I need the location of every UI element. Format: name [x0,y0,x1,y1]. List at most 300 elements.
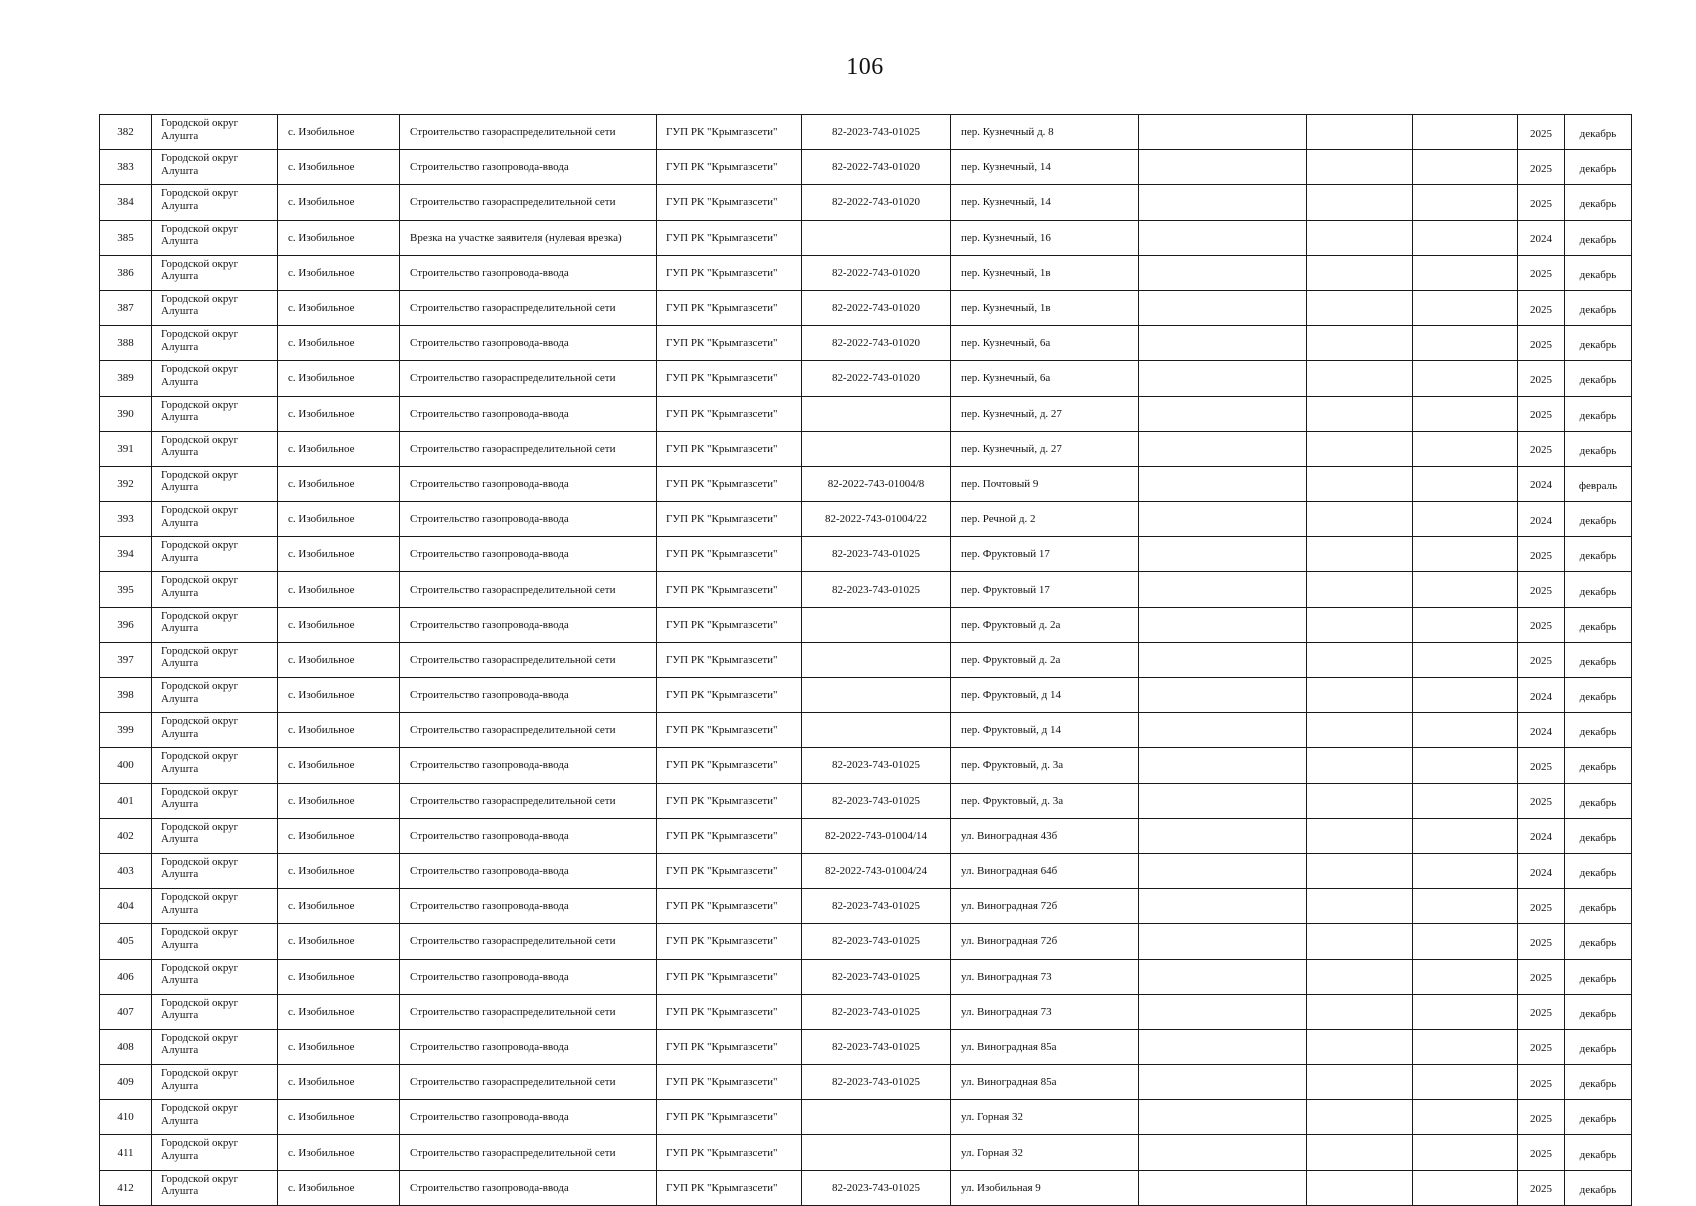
row-number-cell: 389 [100,361,152,396]
work-type-cell: Врезка на участке заявителя (нулевая врезка) [400,220,657,255]
contract-number-cell: 82-2022-743-01004/24 [802,853,951,888]
row-number-cell: 390 [100,396,152,431]
district-cell: Городской округ Алушта [152,1065,278,1100]
empty-cell [1139,572,1307,607]
organization-cell: ГУП РК "Крымгазсети" [657,1065,802,1100]
empty-cell [1307,220,1413,255]
village-cell: с. Изобильное [278,1065,400,1100]
empty-cell [1413,994,1518,1029]
address-cell: ул. Изобильная 9 [951,1170,1139,1205]
year-cell: 2025 [1518,1029,1565,1064]
work-type-cell: Строительство газораспределительной сети [400,924,657,959]
table-row [100,466,1632,501]
empty-cell [1307,466,1413,501]
organization-cell: ГУП РК "Крымгазсети" [657,889,802,924]
village-cell: с. Изобильное [278,150,400,185]
empty-cell [1139,290,1307,325]
year-cell: 2025 [1518,537,1565,572]
contract-number-cell [802,642,951,677]
empty-cell [1413,1100,1518,1135]
village-cell: с. Изобильное [278,326,400,361]
registry-body [100,115,1632,1206]
year-cell: 2024 [1518,466,1565,501]
address-cell: пер. Кузнечный, 1в [951,255,1139,290]
table-row [100,994,1632,1029]
district-cell: Городской округ Алушта [152,889,278,924]
month-cell: декабрь [1565,1029,1632,1064]
district-cell: Городской округ Алушта [152,185,278,220]
empty-cell [1307,572,1413,607]
year-cell: 2024 [1518,853,1565,888]
table-row [100,290,1632,325]
table-row [100,220,1632,255]
table-row [100,959,1632,994]
empty-cell [1413,326,1518,361]
year-cell: 2024 [1518,713,1565,748]
empty-cell [1307,361,1413,396]
organization-cell: ГУП РК "Крымгазсети" [657,853,802,888]
year-cell: 2025 [1518,431,1565,466]
organization-cell: ГУП РК "Крымгазсети" [657,537,802,572]
organization-cell: ГУП РК "Крымгазсети" [657,220,802,255]
table-row [100,326,1632,361]
work-type-cell: Строительство газопровода-ввода [400,818,657,853]
empty-cell [1307,818,1413,853]
row-number-cell: 385 [100,220,152,255]
empty-cell [1139,748,1307,783]
empty-cell [1307,431,1413,466]
address-cell: пер. Кузнечный, 1в [951,290,1139,325]
table-row [100,783,1632,818]
empty-cell [1413,361,1518,396]
organization-cell: ГУП РК "Крымгазсети" [657,783,802,818]
address-cell: пер. Кузнечный д. 8 [951,115,1139,150]
empty-cell [1139,1065,1307,1100]
table-row [100,1135,1632,1170]
work-type-cell: Строительство газопровода-ввода [400,502,657,537]
contract-number-cell: 82-2023-743-01025 [802,783,951,818]
table-row [100,642,1632,677]
work-type-cell: Строительство газопровода-ввода [400,959,657,994]
empty-cell [1413,255,1518,290]
organization-cell: ГУП РК "Крымгазсети" [657,396,802,431]
empty-cell [1413,853,1518,888]
empty-cell [1139,994,1307,1029]
month-cell: декабрь [1565,572,1632,607]
address-cell: пер. Кузнечный, 14 [951,150,1139,185]
village-cell: с. Изобильное [278,1170,400,1205]
address-cell: пер. Фруктовый, д. 3а [951,748,1139,783]
row-number-cell: 391 [100,431,152,466]
empty-cell [1139,713,1307,748]
year-cell: 2024 [1518,220,1565,255]
work-type-cell: Строительство газопровода-ввода [400,678,657,713]
work-type-cell: Строительство газораспределительной сети [400,115,657,150]
address-cell: пер. Кузнечный, 6а [951,361,1139,396]
district-cell: Городской округ Алушта [152,642,278,677]
month-cell: февраль [1565,466,1632,501]
empty-cell [1307,150,1413,185]
empty-cell [1413,1029,1518,1064]
month-cell: декабрь [1565,326,1632,361]
address-cell: пер. Речной д. 2 [951,502,1139,537]
empty-cell [1139,255,1307,290]
empty-cell [1307,1029,1413,1064]
table-row [100,361,1632,396]
organization-cell: ГУП РК "Крымгазсети" [657,115,802,150]
district-cell: Городской округ Алушта [152,431,278,466]
row-number-cell: 400 [100,748,152,783]
district-cell: Городской округ Алушта [152,290,278,325]
row-number-cell: 386 [100,255,152,290]
district-cell: Городской округ Алушта [152,853,278,888]
contract-number-cell: 82-2023-743-01025 [802,994,951,1029]
empty-cell [1139,1029,1307,1064]
empty-cell [1413,396,1518,431]
empty-cell [1307,748,1413,783]
table-row [100,537,1632,572]
empty-cell [1307,396,1413,431]
district-cell: Городской округ Алушта [152,255,278,290]
village-cell: с. Изобильное [278,607,400,642]
address-cell: ул. Виноградная 72б [951,889,1139,924]
work-type-cell: Строительство газораспределительной сети [400,572,657,607]
year-cell: 2025 [1518,607,1565,642]
work-type-cell: Строительство газопровода-ввода [400,1170,657,1205]
month-cell: декабрь [1565,994,1632,1029]
table-row [100,607,1632,642]
empty-cell [1307,924,1413,959]
district-cell: Городской округ Алушта [152,1029,278,1064]
table-row [100,748,1632,783]
contract-number-cell: 82-2022-743-01020 [802,150,951,185]
organization-cell: ГУП РК "Крымгазсети" [657,185,802,220]
empty-cell [1307,290,1413,325]
row-number-cell: 395 [100,572,152,607]
row-number-cell: 404 [100,889,152,924]
organization-cell: ГУП РК "Крымгазсети" [657,1135,802,1170]
district-cell: Городской округ Алушта [152,150,278,185]
work-type-cell: Строительство газораспределительной сети [400,783,657,818]
contract-number-cell: 82-2022-743-01004/22 [802,502,951,537]
village-cell: с. Изобильное [278,255,400,290]
address-cell: пер. Кузнечный, д. 27 [951,431,1139,466]
year-cell: 2025 [1518,290,1565,325]
row-number-cell: 405 [100,924,152,959]
contract-number-cell: 82-2023-743-01025 [802,572,951,607]
work-type-cell: Строительство газопровода-ввода [400,466,657,501]
month-cell: декабрь [1565,924,1632,959]
empty-cell [1413,783,1518,818]
address-cell: ул. Виноградная 73 [951,994,1139,1029]
address-cell: ул. Горная 32 [951,1100,1139,1135]
empty-cell [1139,607,1307,642]
village-cell: с. Изобильное [278,924,400,959]
organization-cell: ГУП РК "Крымгазсети" [657,326,802,361]
month-cell: декабрь [1565,220,1632,255]
village-cell: с. Изобильное [278,466,400,501]
month-cell: декабрь [1565,1170,1632,1205]
address-cell: ул. Виноградная 43б [951,818,1139,853]
address-cell: пер. Кузнечный, 6а [951,326,1139,361]
year-cell: 2025 [1518,115,1565,150]
table-row [100,924,1632,959]
village-cell: с. Изобильное [278,1029,400,1064]
empty-cell [1139,396,1307,431]
work-type-cell: Строительство газопровода-ввода [400,396,657,431]
month-cell: декабрь [1565,889,1632,924]
village-cell: с. Изобильное [278,361,400,396]
empty-cell [1139,502,1307,537]
month-cell: декабрь [1565,361,1632,396]
row-number-cell: 403 [100,853,152,888]
row-number-cell: 409 [100,1065,152,1100]
contract-number-cell: 82-2022-743-01004/8 [802,466,951,501]
row-number-cell: 383 [100,150,152,185]
address-cell: пер. Фруктовый д. 2а [951,642,1139,677]
empty-cell [1139,150,1307,185]
month-cell: декабрь [1565,185,1632,220]
row-number-cell: 410 [100,1100,152,1135]
empty-cell [1139,1135,1307,1170]
district-cell: Городской округ Алушта [152,361,278,396]
contract-number-cell [802,607,951,642]
month-cell: декабрь [1565,1100,1632,1135]
contract-number-cell: 82-2023-743-01025 [802,1029,951,1064]
year-cell: 2025 [1518,326,1565,361]
work-type-cell: Строительство газораспределительной сети [400,1065,657,1100]
empty-cell [1413,115,1518,150]
village-cell: с. Изобильное [278,431,400,466]
village-cell: с. Изобильное [278,748,400,783]
address-cell: пер. Фруктовый 17 [951,572,1139,607]
work-type-cell: Строительство газораспределительной сети [400,642,657,677]
month-cell: декабрь [1565,748,1632,783]
table-row [100,502,1632,537]
address-cell: пер. Кузнечный, 14 [951,185,1139,220]
row-number-cell: 396 [100,607,152,642]
table-row [100,396,1632,431]
month-cell: декабрь [1565,607,1632,642]
row-number-cell: 392 [100,466,152,501]
empty-cell [1413,1170,1518,1205]
empty-cell [1413,185,1518,220]
year-cell: 2025 [1518,994,1565,1029]
empty-cell [1413,642,1518,677]
year-cell: 2025 [1518,255,1565,290]
empty-cell [1307,853,1413,888]
empty-cell [1139,783,1307,818]
empty-cell [1139,678,1307,713]
year-cell: 2025 [1518,642,1565,677]
work-type-cell: Строительство газораспределительной сети [400,713,657,748]
table-row [100,572,1632,607]
empty-cell [1139,326,1307,361]
village-cell: с. Изобильное [278,783,400,818]
empty-cell [1413,924,1518,959]
village-cell: с. Изобильное [278,818,400,853]
empty-cell [1139,853,1307,888]
address-cell: пер. Фруктовый д. 2а [951,607,1139,642]
address-cell: пер. Фруктовый, д. 3а [951,783,1139,818]
empty-cell [1413,959,1518,994]
work-type-cell: Строительство газопровода-ввода [400,748,657,783]
empty-cell [1139,115,1307,150]
address-cell: пер. Фруктовый, д 14 [951,678,1139,713]
village-cell: с. Изобильное [278,537,400,572]
organization-cell: ГУП РК "Крымгазсети" [657,748,802,783]
organization-cell: ГУП РК "Крымгазсети" [657,642,802,677]
district-cell: Городской округ Алушта [152,537,278,572]
year-cell: 2025 [1518,1135,1565,1170]
empty-cell [1307,642,1413,677]
empty-cell [1307,959,1413,994]
empty-cell [1139,361,1307,396]
contract-number-cell: 82-2022-743-01020 [802,326,951,361]
work-type-cell: Строительство газопровода-ввода [400,607,657,642]
empty-cell [1139,1170,1307,1205]
district-cell: Городской округ Алушта [152,466,278,501]
year-cell: 2025 [1518,361,1565,396]
year-cell: 2025 [1518,572,1565,607]
work-type-cell: Строительство газораспределительной сети [400,994,657,1029]
empty-cell [1413,466,1518,501]
row-number-cell: 387 [100,290,152,325]
organization-cell: ГУП РК "Крымгазсети" [657,255,802,290]
empty-cell [1307,713,1413,748]
row-number-cell: 402 [100,818,152,853]
village-cell: с. Изобильное [278,853,400,888]
table-row [100,255,1632,290]
work-type-cell: Строительство газопровода-ввода [400,889,657,924]
empty-cell [1139,889,1307,924]
work-type-cell: Строительство газопровода-ввода [400,255,657,290]
district-cell: Городской округ Алушта [152,396,278,431]
empty-cell [1139,431,1307,466]
row-number-cell: 394 [100,537,152,572]
district-cell: Городской округ Алушта [152,326,278,361]
empty-cell [1139,537,1307,572]
month-cell: декабрь [1565,150,1632,185]
month-cell: декабрь [1565,959,1632,994]
address-cell: пер. Фруктовый, д 14 [951,713,1139,748]
village-cell: с. Изобильное [278,290,400,325]
empty-cell [1307,783,1413,818]
address-cell: пер. Почтовый 9 [951,466,1139,501]
year-cell: 2024 [1518,818,1565,853]
month-cell: декабрь [1565,396,1632,431]
month-cell: декабрь [1565,853,1632,888]
contract-number-cell: 82-2022-743-01020 [802,361,951,396]
contract-number-cell: 82-2023-743-01025 [802,1170,951,1205]
row-number-cell: 408 [100,1029,152,1064]
village-cell: с. Изобильное [278,220,400,255]
month-cell: декабрь [1565,783,1632,818]
village-cell: с. Изобильное [278,572,400,607]
district-cell: Городской округ Алушта [152,678,278,713]
contract-number-cell: 82-2023-743-01025 [802,889,951,924]
gasification-registry-table [99,114,1632,1206]
work-type-cell: Строительство газопровода-ввода [400,537,657,572]
row-number-cell: 397 [100,642,152,677]
village-cell: с. Изобильное [278,502,400,537]
row-number-cell: 412 [100,1170,152,1205]
row-number-cell: 411 [100,1135,152,1170]
organization-cell: ГУП РК "Крымгазсети" [657,959,802,994]
empty-cell [1307,255,1413,290]
month-cell: декабрь [1565,115,1632,150]
organization-cell: ГУП РК "Крымгазсети" [657,150,802,185]
district-cell: Городской округ Алушта [152,818,278,853]
table-row [100,431,1632,466]
organization-cell: ГУП РК "Крымгазсети" [657,994,802,1029]
empty-cell [1307,889,1413,924]
district-cell: Городской округ Алушта [152,607,278,642]
work-type-cell: Строительство газораспределительной сети [400,1135,657,1170]
contract-number-cell [802,1135,951,1170]
empty-cell [1307,607,1413,642]
organization-cell: ГУП РК "Крымгазсети" [657,678,802,713]
district-cell: Городской округ Алушта [152,115,278,150]
month-cell: декабрь [1565,290,1632,325]
work-type-cell: Строительство газораспределительной сети [400,431,657,466]
village-cell: с. Изобильное [278,115,400,150]
organization-cell: ГУП РК "Крымгазсети" [657,818,802,853]
empty-cell [1139,924,1307,959]
organization-cell: ГУП РК "Крымгазсети" [657,361,802,396]
organization-cell: ГУП РК "Крымгазсети" [657,572,802,607]
year-cell: 2025 [1518,1170,1565,1205]
village-cell: с. Изобильное [278,185,400,220]
row-number-cell: 406 [100,959,152,994]
empty-cell [1413,889,1518,924]
district-cell: Городской округ Алушта [152,1135,278,1170]
village-cell: с. Изобильное [278,678,400,713]
contract-number-cell [802,713,951,748]
month-cell: декабрь [1565,818,1632,853]
empty-cell [1139,220,1307,255]
row-number-cell: 393 [100,502,152,537]
address-cell: ул. Виноградная 72б [951,924,1139,959]
organization-cell: ГУП РК "Крымгазсети" [657,607,802,642]
empty-cell [1307,994,1413,1029]
empty-cell [1413,290,1518,325]
village-cell: с. Изобильное [278,1135,400,1170]
organization-cell: ГУП РК "Крымгазсети" [657,466,802,501]
empty-cell [1413,220,1518,255]
month-cell: декабрь [1565,713,1632,748]
table-row [100,678,1632,713]
village-cell: с. Изобильное [278,396,400,431]
year-cell: 2025 [1518,959,1565,994]
empty-cell [1307,326,1413,361]
organization-cell: ГУП РК "Крымгазсети" [657,924,802,959]
district-cell: Городской округ Алушта [152,220,278,255]
empty-cell [1413,678,1518,713]
empty-cell [1307,115,1413,150]
contract-number-cell: 82-2022-743-01004/14 [802,818,951,853]
month-cell: декабрь [1565,431,1632,466]
contract-number-cell: 82-2023-743-01025 [802,959,951,994]
year-cell: 2024 [1518,502,1565,537]
village-cell: с. Изобильное [278,713,400,748]
row-number-cell: 398 [100,678,152,713]
empty-cell [1307,1100,1413,1135]
row-number-cell: 401 [100,783,152,818]
table-row [100,853,1632,888]
address-cell: ул. Виноградная 85а [951,1029,1139,1064]
empty-cell [1307,502,1413,537]
